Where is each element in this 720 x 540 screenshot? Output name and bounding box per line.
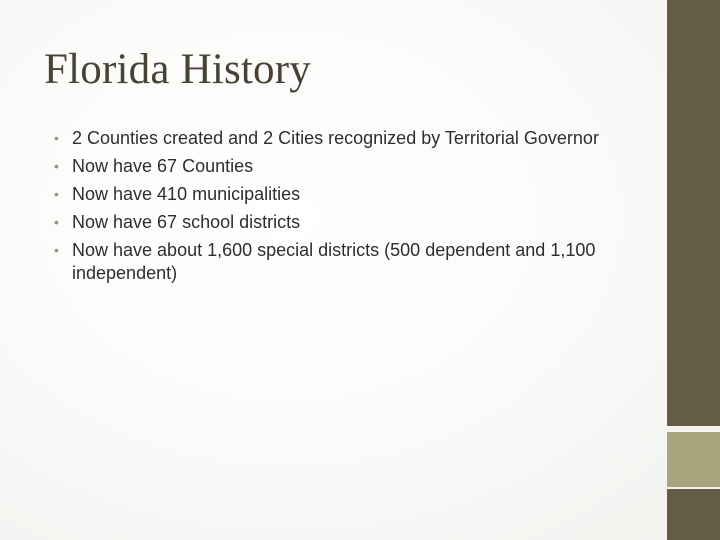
bullet-list [54,127,629,290]
sidebar-accent-block [667,432,720,487]
bullet-item [54,211,629,234]
bullet-item [54,183,629,206]
bullet-text: Now have 410 municipalities [72,184,301,204]
bullet-text: Now have 67 Counties [72,156,254,176]
bullet-text: Now have 67 school districts [72,212,301,232]
slide-title: Florida History [44,46,311,93]
bullet-icon: • [54,158,59,174]
bullet-item [54,127,629,150]
bullet-text: 2 Counties created and 2 Cities recognized by Territorial Governor [72,128,599,148]
bullet-item [54,239,629,285]
bullet-icon: • [54,186,59,202]
sidebar-decoration [667,0,720,540]
bullet-icon: • [54,130,59,146]
bullet-text: Now have about 1,600 special districts (500 dependent and 1,100 independent) [72,240,596,283]
bullet-icon: • [54,214,59,230]
bullet-icon: • [54,242,59,258]
bullet-item [54,155,629,178]
sidebar-divider [667,487,720,489]
